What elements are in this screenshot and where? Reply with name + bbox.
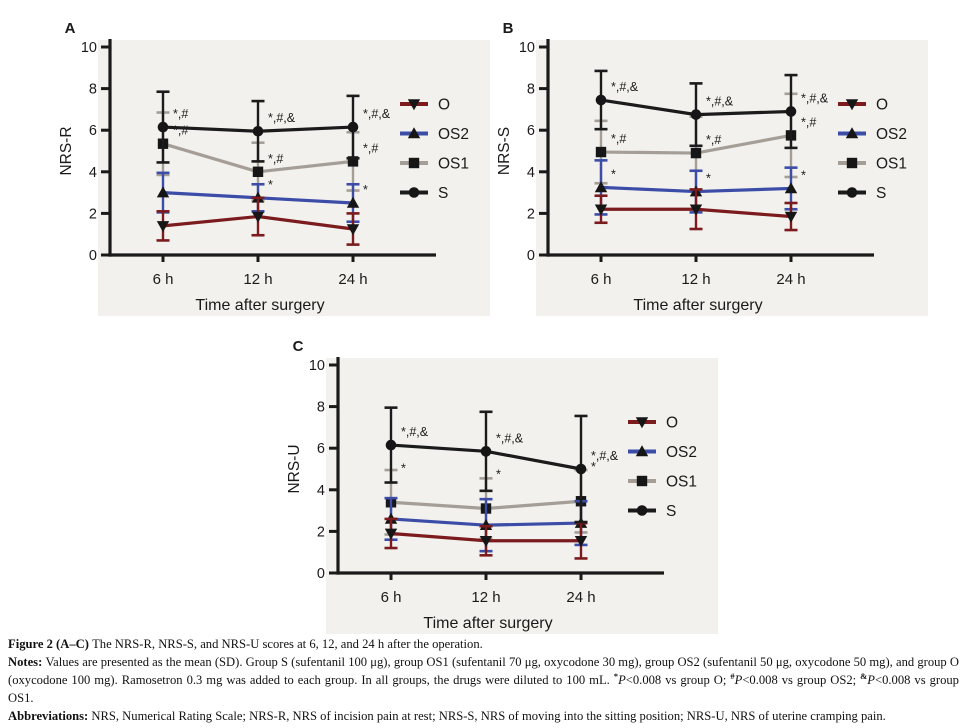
- figure-caption: [8, 636, 959, 725]
- significance-annotation: *,#: [611, 132, 627, 147]
- circle-marker: [348, 122, 359, 133]
- y-tick-label: 8: [88, 81, 97, 98]
- nrs-r-chart: [28, 6, 498, 324]
- caption-abbreviations-line: Abbreviations: NRS, Numerical Rating Scale; NRS-R, NRS of incision pain at rest; NRS-S, NRS of moving into the sitting position; NRS-U, NRS of uterine cramping pain.: [8, 708, 886, 723]
- legend-label-os2: OS2: [876, 126, 908, 143]
- significance-annotation: *: [401, 461, 406, 476]
- circle-marker: [576, 464, 587, 475]
- significance-annotation: *,#: [173, 107, 189, 122]
- legend-label-os2: OS2: [666, 444, 698, 461]
- y-axis-title: NRS-U: [286, 444, 303, 494]
- significance-annotation: *,#,&: [706, 94, 734, 109]
- y-tick-label: 8: [526, 81, 535, 98]
- legend-label-o: O: [438, 96, 451, 114]
- circle-marker: [786, 106, 797, 117]
- legend-label-s: S: [666, 503, 677, 520]
- panel-a: [28, 6, 498, 324]
- y-tick-label: 2: [88, 206, 97, 223]
- caption-notes-line: Notes: Values are presented as the mean (SD). Group S (sufentanil 100 μg), group OS1 (sufentanil 70 μg, oxycodone 30 mg), group OS2 (sufentanil 50 μg, oxycodone 50 mg), and group O (oxycodone 100 mg). Ramosetron 0.3 mg was added to each group. In all groups, the drugs were diluted to 100 mL. *P<0.008 vs group O; #P<0.008 vs group OS2; &P<0.008 vs group OS1.: [8, 654, 960, 705]
- y-tick-label: 0: [316, 566, 325, 582]
- x-category-label: 12 h: [681, 271, 711, 288]
- circle-marker: [158, 122, 169, 133]
- circle-marker: [386, 440, 397, 451]
- y-axis-title: NRS-R: [58, 126, 75, 176]
- y-tick-label: 6: [316, 441, 325, 458]
- circle-marker: [637, 505, 648, 516]
- significance-annotation: *: [268, 177, 273, 192]
- y-tick-label: 4: [316, 482, 325, 499]
- x-category-label: 24 h: [566, 589, 596, 606]
- significance-annotation: *,#: [706, 133, 722, 148]
- y-tick-label: 8: [316, 399, 325, 416]
- significance-annotation: *,#,&: [363, 107, 391, 122]
- square-marker: [596, 147, 606, 157]
- square-marker: [253, 167, 263, 177]
- circle-marker: [847, 187, 858, 198]
- circle-marker: [596, 95, 607, 106]
- y-tick-label: 10: [518, 40, 535, 56]
- x-category-label: 6 h: [590, 271, 612, 288]
- legend-label-os1: OS1: [438, 155, 470, 173]
- nrs-s-chart: [466, 6, 936, 324]
- significance-annotation: *,#,&: [401, 425, 429, 440]
- y-tick-label: 6: [88, 123, 97, 140]
- significance-annotation: *,#,&: [611, 80, 639, 95]
- legend-label-o: O: [666, 414, 679, 432]
- square-marker: [691, 148, 701, 158]
- legend-label-o: O: [876, 96, 889, 114]
- x-category-label: 6 h: [152, 271, 174, 288]
- significance-annotation: *: [591, 460, 596, 475]
- legend-label-os1: OS1: [666, 473, 698, 491]
- significance-annotation: *: [496, 467, 501, 482]
- legend-label-s: S: [876, 185, 887, 202]
- y-tick-label: 6: [526, 123, 535, 140]
- y-tick-label: 2: [316, 524, 325, 541]
- x-category-label: 24 h: [338, 271, 368, 288]
- panel-b: [466, 6, 936, 324]
- significance-annotation: *,#: [363, 141, 379, 156]
- significance-annotation: *,#,&: [801, 91, 829, 106]
- x-category-label: 6 h: [380, 589, 402, 606]
- significance-annotation: *,#: [173, 123, 189, 138]
- significance-annotation: *: [706, 171, 711, 186]
- circle-marker: [409, 187, 420, 198]
- square-marker: [847, 158, 857, 168]
- significance-annotation: *,#: [801, 115, 817, 130]
- y-tick-label: 10: [308, 358, 325, 374]
- panel-c: [256, 324, 726, 642]
- significance-annotation: *: [801, 168, 806, 183]
- legend-label-os1: OS1: [876, 155, 908, 173]
- significance-annotation: *: [611, 167, 616, 182]
- significance-annotation: *,#,&: [496, 431, 524, 446]
- y-tick-label: 0: [88, 248, 97, 264]
- significance-annotation: *,#,&: [268, 111, 296, 126]
- nrs-u-chart: [256, 324, 726, 642]
- legend-label-s: S: [438, 185, 449, 202]
- square-marker: [637, 476, 647, 486]
- panel-letter: B: [502, 20, 514, 37]
- x-category-label: 24 h: [776, 271, 806, 288]
- caption-figure-line: Figure 2 (A–C) The NRS-R, NRS-S, and NRS-U scores at 6, 12, and 24 h after the operation.: [8, 637, 483, 651]
- y-tick-label: 0: [526, 248, 535, 264]
- x-axis-title: Time after surgery: [423, 615, 553, 632]
- panel-letter: C: [292, 338, 304, 355]
- circle-marker: [691, 109, 702, 120]
- legend-label-os2: OS2: [438, 126, 470, 143]
- circle-marker: [481, 446, 492, 457]
- significance-annotation: *: [363, 183, 368, 197]
- x-axis-title: Time after surgery: [195, 297, 325, 314]
- circle-marker: [253, 126, 264, 137]
- x-category-label: 12 h: [471, 589, 501, 606]
- x-axis-title: Time after surgery: [633, 297, 763, 314]
- y-tick-label: 4: [88, 164, 97, 181]
- significance-annotation: *,#,&: [591, 449, 619, 463]
- square-marker: [409, 158, 419, 168]
- y-tick-label: 2: [526, 206, 535, 223]
- y-tick-label: 4: [526, 164, 535, 181]
- panel-letter: A: [64, 20, 76, 37]
- x-category-label: 12 h: [243, 271, 273, 288]
- y-axis-title: NRS-S: [496, 126, 513, 176]
- significance-annotation: *,#: [268, 151, 284, 166]
- y-tick-label: 10: [80, 40, 97, 56]
